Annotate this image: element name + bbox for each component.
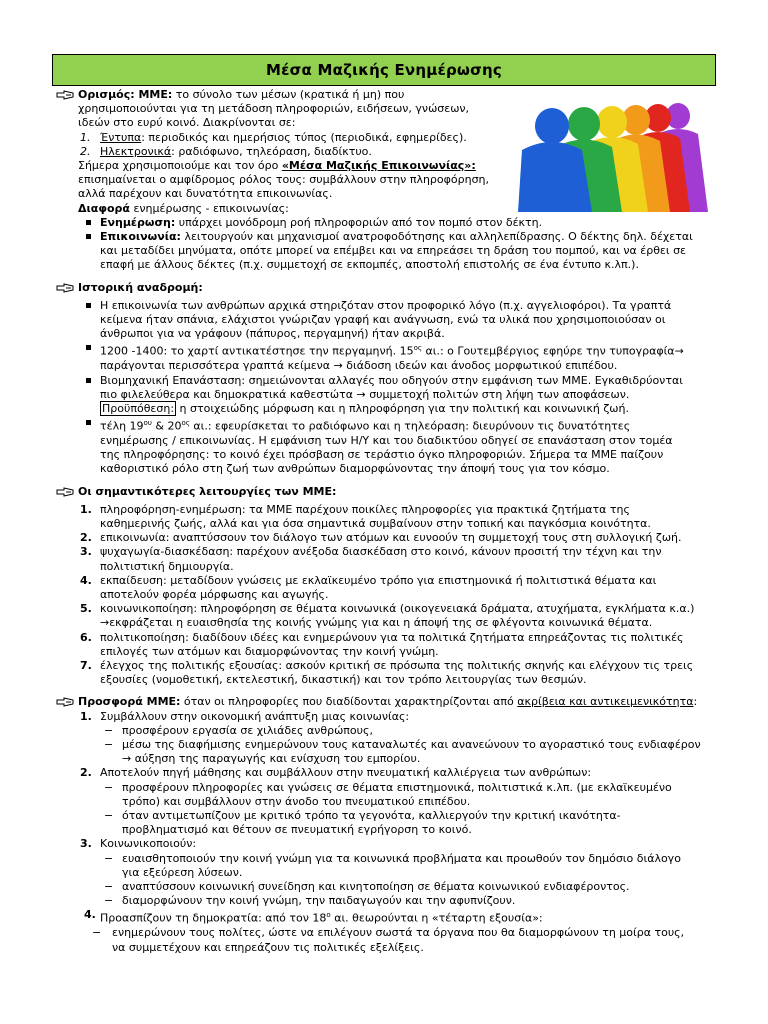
dash-text: αύξηση της παραγωγής και ενίσχυση του εμπορίου. xyxy=(131,752,421,766)
arrow-icon: → xyxy=(356,387,366,401)
item-number: 3. xyxy=(80,837,92,851)
section-definition xyxy=(56,88,716,273)
bullet-text: & 20 xyxy=(151,419,182,433)
function-text: εκφράζεται η ευαισθησία της κοινής γνώμης για και η άποψή της σε φλέγοντα κοινωνικά θέματα. xyxy=(109,616,653,630)
dash-item xyxy=(56,809,716,837)
dash-text: προσφέρουν εργασία σε χιλιάδες ανθρώπους, xyxy=(122,723,373,737)
item-number: 1. xyxy=(80,130,91,144)
dash-text: προσφέρουν πληροφορίες και γνώσεις σε θέματα επιστημονικά, πολιτιστικά κ.λπ. (με εκλαϊκευμένο xyxy=(122,780,672,794)
bullet-text: συμμετοχή πολιτών στη λήψη των αποφάσεων. xyxy=(365,387,630,401)
function-text: αποτελούν φορέα μόρφωσης και αγωγής. xyxy=(100,588,329,602)
dash-icon: − xyxy=(104,894,114,908)
definition-line: επισημαίνεται ο αμφίδρομος ρόλος τους: συμβάλλουν στην πληροφόρηση, xyxy=(78,173,490,187)
item-number: 1. xyxy=(80,502,92,516)
dash-icon: − xyxy=(104,851,114,865)
numbered-item xyxy=(56,710,716,724)
bullet-text: αι.: ο Γουτεμβέργιος εφηύρε την τυπογραφία xyxy=(422,345,675,359)
function-item xyxy=(56,574,716,602)
function-item xyxy=(56,531,716,545)
numbered-item xyxy=(56,837,716,851)
dash-text: όταν αντιμετωπίζουν με κριτικό τρόπο τα γεγονότα, καλλιεργούν την κριτική ικανότητα- xyxy=(122,809,621,823)
bullet-text: Η επικοινωνία των ανθρώπων αρχικά στηριζόταν στον προφορικό λόγο (π.χ. αγγελιοφόροι). Τα γραπτά xyxy=(100,298,672,312)
dash-item xyxy=(56,926,716,954)
function-text: πολιτικοποίηση: διαδίδουν ιδέες και ενημερώνουν για τα πολιτικά ζητήματα επηρεάζοντας τις πολιτικές xyxy=(100,630,684,644)
function-text xyxy=(56,616,716,630)
pointing-hand-icon xyxy=(56,487,74,497)
superscript: ο xyxy=(326,911,331,920)
media-type-item xyxy=(56,131,716,145)
function-text: έλεγχος της πολιτικής εξουσίας: ασκούν κριτική σε πρόσωπα της πολιτικής σκηνής και ελέγχουν τις τρεις xyxy=(100,659,694,673)
difference-label: Διαφορά xyxy=(78,201,130,215)
function-text: πληροφόρηση-ενημέρωση: τα ΜΜΕ παρέχουν ποικίλες πληροφορίες για πρακτικά ζητήματα της xyxy=(100,502,630,516)
item-text: αι. θεωρούνται η «τέταρτη εξουσία»: xyxy=(330,912,543,926)
dash-icon: − xyxy=(104,738,114,752)
dash-text: να συμμετέχουν και επηρεάζουν τις πολιτικές εξελίξεις. xyxy=(112,940,424,954)
item-text: Αποτελούν πηγή μάθησης και συμβάλλουν στην πνευματική καλλιέργεια των ανθρώπων: xyxy=(100,766,592,780)
term-mme: «Μέσα Μαζικής Επικοινωνίας»: xyxy=(281,159,476,173)
superscript: ου xyxy=(143,419,152,428)
item-number: 4. xyxy=(84,908,96,922)
history-label: Ιστορική αναδρομή: xyxy=(78,280,203,294)
item-number: 2. xyxy=(80,144,91,158)
item-number: 7. xyxy=(80,659,92,673)
bullet-text: η στοιχειώδης μόρφωση και η πληροφόρηση για την πολιτική και κοινωνική ζωή. xyxy=(176,401,629,415)
dash-item xyxy=(56,880,716,894)
contribution-label: Προσφορά ΜΜΕ: xyxy=(78,695,181,709)
bullet-text: άνθρωποι για να γράφουν (πάπυρος, περγαμηνή) ήταν ακριβά. xyxy=(100,327,445,341)
function-item xyxy=(56,631,716,659)
media-type-label: Έντυπα xyxy=(100,130,142,144)
dash-text: μέσω της διαφήμισης ενημερώνουν τους καταναλωτές και ανανεώνουν το αγοραστικό τους ενδιαφέρον xyxy=(122,738,701,752)
bullet-item xyxy=(56,230,716,273)
bullet-text: επαφή με άλλους δέκτες (π.χ. συμμετοχή σε εκπομπές, αποστολή επιστολής σε ένα έντυπο κ.λπ.). xyxy=(100,258,639,272)
bullet-text: διάδοση ιδεών και άνοδος μορφωτικού επιπέδου. xyxy=(342,359,618,373)
media-type-text: : περιοδικός και ημερήσιος τύπος (περιοδικά, εφημερίδες). xyxy=(141,130,467,144)
section-history xyxy=(56,281,716,477)
dash-text: αναπτύσσουν κοινωνική συνείδηση και κινητοποίηση σε θέματα κοινωνικού ενδιαφέροντος. xyxy=(122,880,630,894)
dash-icon: − xyxy=(104,780,114,794)
function-text: εξουσίες (νομοθετική, εκτελεστική, δικαστική) και τον τρόπο λειτουργίας των θεσμών. xyxy=(100,673,587,687)
bullet-text: Βιομηχανική Επανάσταση: σημειώνονται αλλαγές που οδηγούν στην εμφάνιση των ΜΜΕ. Εγκαθιδρύονται xyxy=(100,373,683,387)
item-number: 6. xyxy=(80,630,92,644)
pointing-hand-icon xyxy=(56,697,74,707)
bullet-label: Επικοινωνία: xyxy=(100,230,181,244)
function-text: κοινωνικοποίηση: πληροφόρηση σε θέματα κοινωνικά (οικογενειακά δράματα, ατυχήματα, εγκλήματα κ.α.) xyxy=(100,602,695,616)
dash-text: προβληματισμό και θέτουν σε πνευματική εγρήγορση το κοινό. xyxy=(122,823,472,837)
function-text: επιλογές των ατόμων και διαμορφώνοντας την κοινή γνώμη. xyxy=(100,644,439,658)
definition-line: ιδεών στο ευρύ κοινό. Διακρίνονται σε: xyxy=(78,116,296,130)
definition-text: το σύνολο των μέσων (κρατικά ή μη) που xyxy=(172,88,405,101)
item-number: 2. xyxy=(80,766,92,780)
function-text: ψυχαγωγία-διασκέδαση: παρέχουν ανέξοδα διασκέδαση στο κοινό, κάνουν προσιτή την τέχνη και την xyxy=(100,545,662,559)
bullet-item xyxy=(56,299,716,342)
pointing-hand-icon xyxy=(56,283,74,293)
function-text: εκπαίδευση: μεταδίδουν γνώσεις με εκλαϊκευμένο τρόπο για επιστημονικά ή πολιτιστικά θέματα και xyxy=(100,573,657,587)
dash-icon: − xyxy=(92,926,102,940)
bullet-text: αι.: εφευρίσκεται το ραδιόφωνο και η τηλεόραση: διευρύνουν τις δυνατότητες xyxy=(189,419,631,433)
functions-list xyxy=(56,503,716,688)
bullet-text: κείμενα ήταν σπάνια, ελάχιστοι γνώριζαν γραφή και ανάγνωση, ενώ τα υλικά που χρησιμοποιούσαν οι xyxy=(100,313,666,327)
item-number: 2. xyxy=(80,531,92,545)
bullet-text: λειτουργούν και μηχανισμοί ανατροφοδότησης και αλληλεπίδρασης. Ο δέκτης δηλ. δέχεται xyxy=(180,230,693,244)
dash-icon: − xyxy=(104,880,114,894)
dash-icon: − xyxy=(104,809,114,823)
page-title: Μέσα Μαζικής Ενημέρωσης xyxy=(52,54,716,86)
dash-item xyxy=(56,781,716,809)
function-item xyxy=(56,659,716,687)
prerequisite-label: Προϋπόθεση: xyxy=(102,401,175,415)
media-type-label: Ηλεκτρονικά xyxy=(100,144,172,158)
superscript: ος xyxy=(181,419,190,428)
pointing-hand-icon xyxy=(56,90,74,100)
bullet-text: καθοριστικό ρόλο στη ζωή των ανθρώπων διαμορφώνοντας την άποψή τους για τον κόσμο. xyxy=(100,462,610,476)
bullet-item xyxy=(56,216,716,230)
difference-text: ενημέρωσης - επικοινωνίας: xyxy=(129,201,289,215)
definition-line: Σήμερα χρησιμοποιούμε και τον όρο xyxy=(78,159,282,173)
item-text: Κοινωνικοποιούν: xyxy=(100,837,197,851)
media-type-item xyxy=(56,145,716,159)
bullet-label: Ενημέρωση: xyxy=(100,215,176,229)
arrow-icon: → xyxy=(674,345,684,359)
bullet-text: πιο φιλελεύθερα και δημοκρατικά καθεστώτα xyxy=(100,387,357,401)
definition-label: Ορισμός: ΜΜΕ: xyxy=(78,88,173,101)
section-contribution xyxy=(56,695,716,954)
bullet-text: της πληροφόρησης: το κοινό έχει πρόσβαση σε τεράστιο όγκο πληροφοριών. Σήμερα τα ΜΜΕ παίζουν xyxy=(100,448,664,462)
contribution-text: : xyxy=(693,695,698,709)
bullet-item xyxy=(56,341,716,373)
contribution-text: όταν οι πληροφορίες που διαδίδονται χαρακτηρίζονται από xyxy=(180,695,518,709)
bullet-text: ενημέρωσης / επικοινωνίας. Η εμφάνιση των Η/Υ και του διαδικτύου οδηγεί σε επανάσταση στον τομέα xyxy=(100,433,673,447)
dash-icon: − xyxy=(104,723,114,737)
function-item xyxy=(56,503,716,531)
bullet-text: τέλη 19 xyxy=(100,419,144,433)
bullet-text: παράγονται περισσότερα γραπτά κείμενα xyxy=(100,359,334,373)
dash-text: διαμορφώνουν την κοινή γνώμη, την παιδαγωγούν και την αφυπνίζουν. xyxy=(122,894,516,908)
definition-line: αλλά παρέχουν και δυνατότητα επικοινωνίας. xyxy=(78,187,333,201)
superscript: ος xyxy=(413,344,422,353)
functions-label: Οι σημαντικότερες λειτουργίες των ΜΜΕ: xyxy=(78,484,337,498)
item-text: Προασπίζουν τη δημοκρατία: από τον 18 xyxy=(100,912,327,926)
bullet-text: 1200 -1400: το χαρτί αντικατέστησε την περγαμηνή. 15 xyxy=(100,345,414,359)
bullet-item xyxy=(56,374,716,417)
function-item xyxy=(56,545,716,573)
arrow-icon: → xyxy=(333,359,343,373)
media-type-text: : ραδιόφωνο, τηλεόραση, διαδίκτυο. xyxy=(171,144,372,158)
definition-line: χρησιμοποιούνται για τη μετάδοση πληροφοριών, ειδήσεων, γνώσεων, xyxy=(78,102,470,116)
numbered-item xyxy=(56,908,716,926)
arrow-icon: → xyxy=(100,616,110,630)
dash-item xyxy=(56,724,716,738)
item-number: 3. xyxy=(80,545,92,559)
item-number: 1. xyxy=(80,709,92,723)
dash-item xyxy=(56,738,716,766)
dash-text: για εξεύρεση λύσεων. xyxy=(122,865,243,879)
dash-text: τρόπο) και συμβάλλουν στην άνοδο του πνευματικού επιπέδου. xyxy=(122,794,471,808)
bullet-text: και μεταδίδει μηνύματα, οπότε μπορεί να επέμβει και να επηρεάσει τη δράση του πομπού, και να έρθει σε xyxy=(100,244,687,258)
dash-text: ευαισθητοποιούν την κοινή γνώμη για τα κοινωνικά προβλήματα και προωθούν τον δημόσιο διάλογο xyxy=(122,851,681,865)
dash-item xyxy=(56,894,716,908)
function-text: πολιτιστική δημιουργία. xyxy=(100,559,234,573)
item-number: 5. xyxy=(80,602,92,616)
dash-text: ενημερώνουν τους πολίτες, ώστε να επιλέγουν σωστά τα όργανα που θα διαμορφώνουν τη μοίρα τους, xyxy=(112,926,685,940)
dash-item xyxy=(56,852,716,880)
definition-paragraph xyxy=(56,88,456,102)
bullet-text: υπάρχει μονόδρομη ροή πληροφοριών από τον πομπό στον δέκτη. xyxy=(175,215,543,229)
section-functions xyxy=(56,485,716,688)
bullet-item xyxy=(56,416,716,476)
arrow-icon: → xyxy=(122,752,132,766)
contribution-emphasis: ακρίβεια και αντικειμενικότητα xyxy=(517,695,694,709)
function-text: καθημερινής ζωής, αλλά και για όσα σημαντικά συμβαίνουν στην τοπική και παγκόσμια κοινότητα. xyxy=(100,517,651,530)
item-number: 4. xyxy=(80,573,92,587)
numbered-item xyxy=(56,766,716,780)
document-body xyxy=(56,88,716,955)
function-text: επικοινωνία: αναπτύσσουν τον διάλογο των ατόμων και ευνοούν τη συμμετοχή τους στη συλλογική ζωή. xyxy=(100,531,682,545)
function-item xyxy=(56,602,716,630)
item-text: Συμβάλλουν στην οικονομική ανάπτυξη μιας κοινωνίας: xyxy=(100,709,410,723)
